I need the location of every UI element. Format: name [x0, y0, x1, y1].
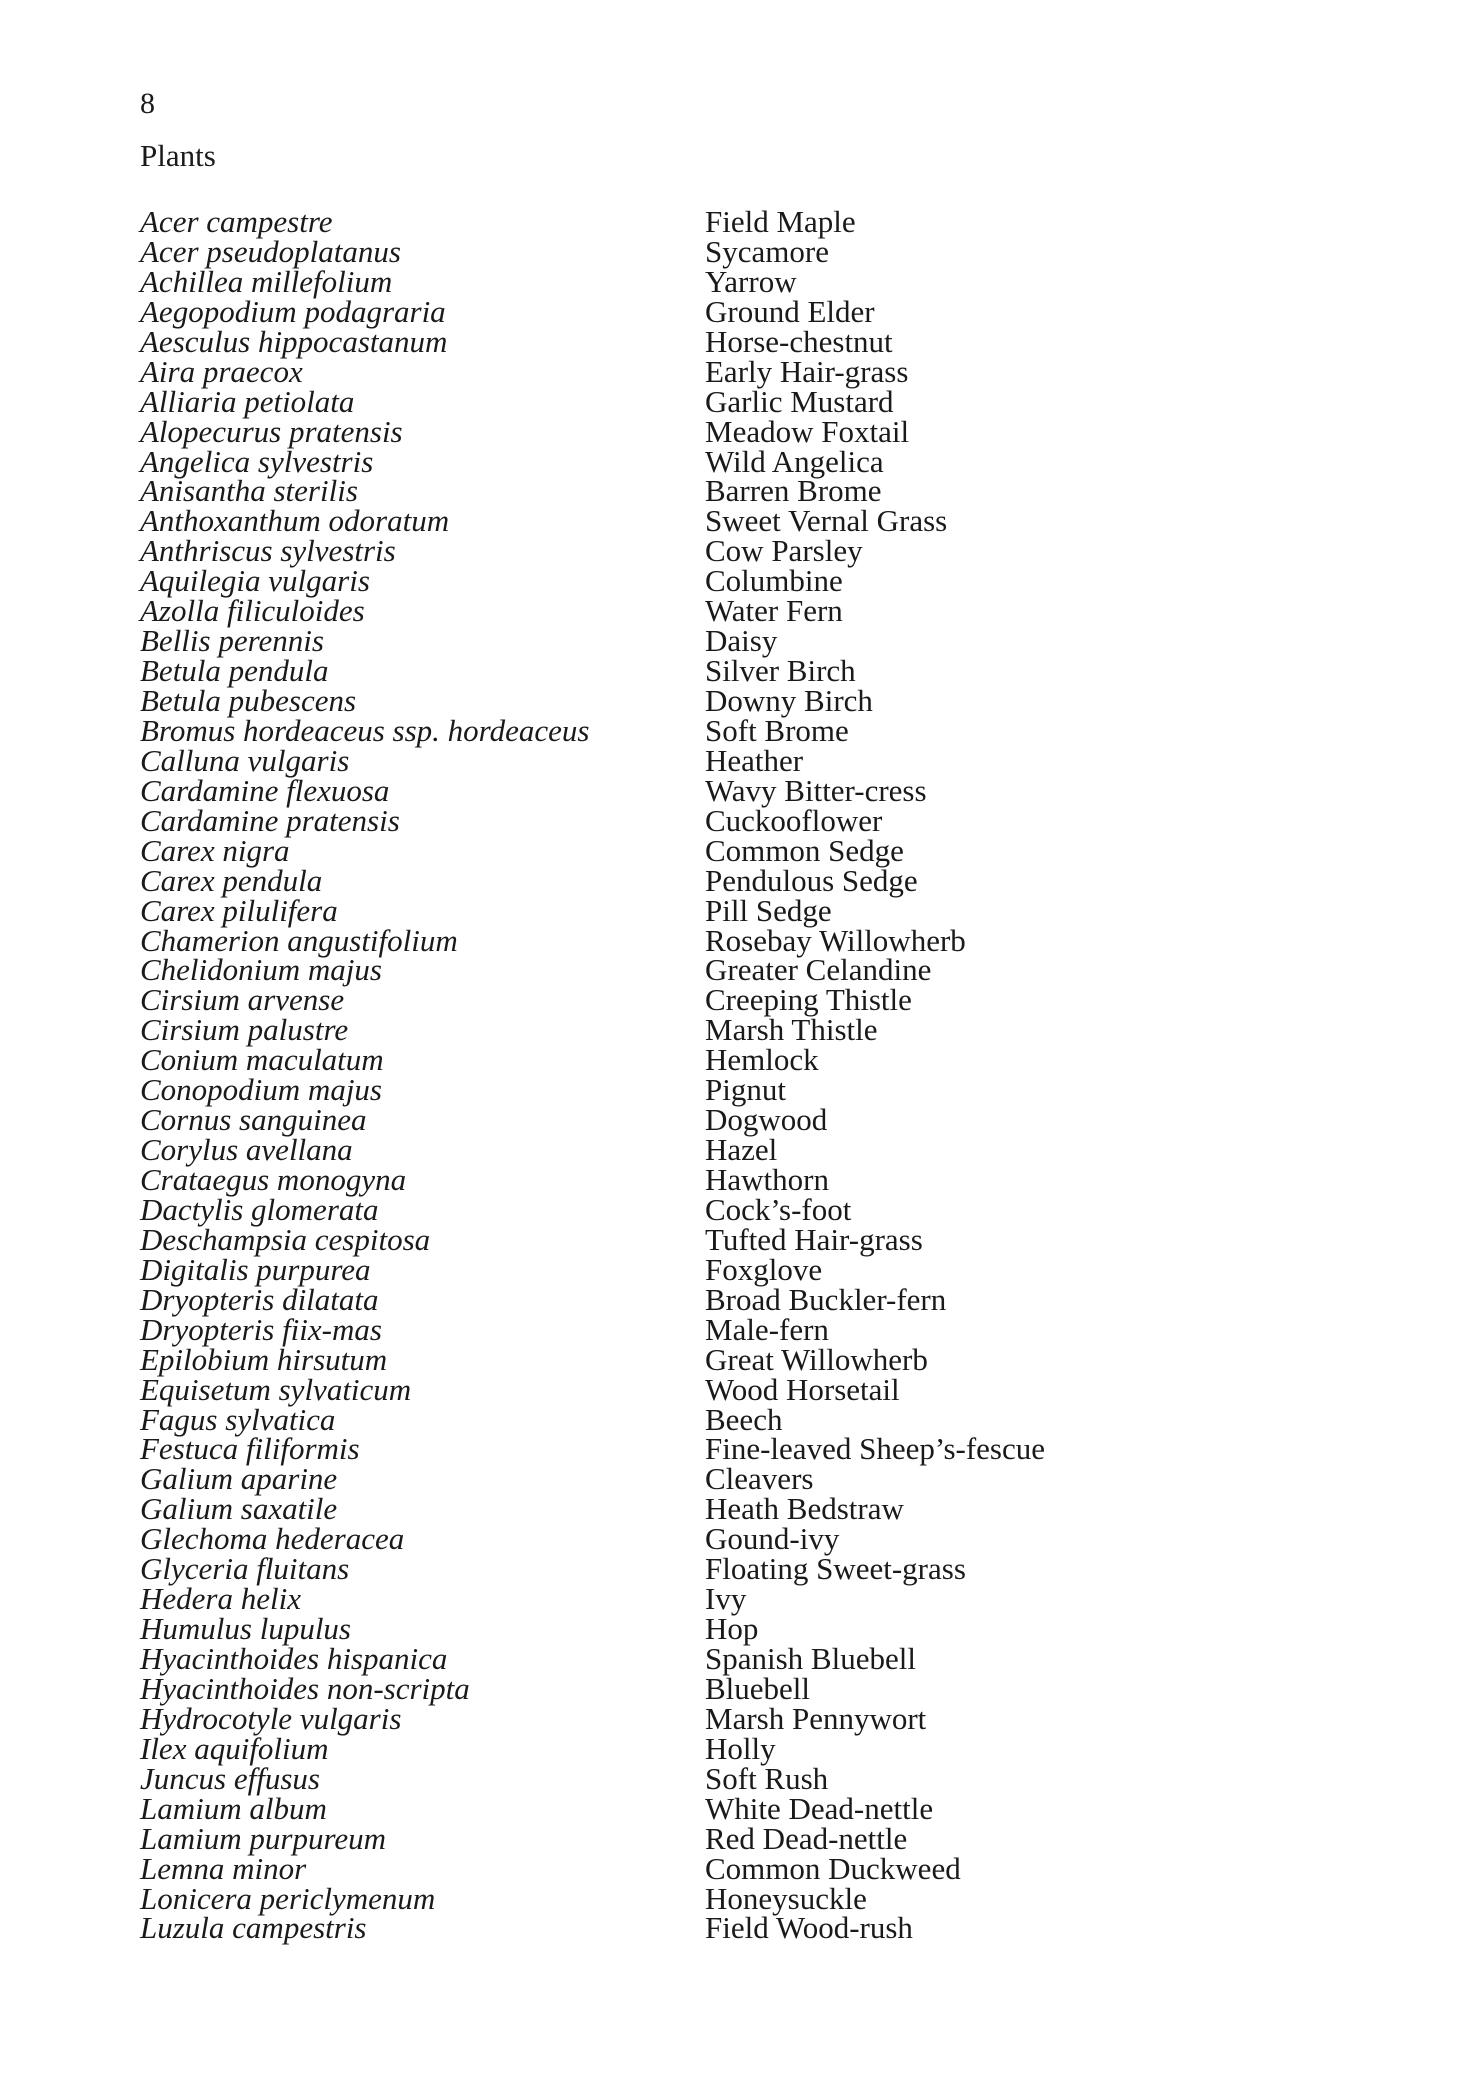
- species-row: [140, 1012, 1340, 1048]
- common-name: Field Maple: [705, 204, 856, 239]
- latin-name: Humulus lupulus: [140, 1611, 351, 1647]
- common-name: Cleavers: [705, 1461, 814, 1497]
- common-name: Silver Birch: [705, 653, 856, 689]
- species-row: [140, 952, 1340, 988]
- latin-name: Betula pubescens: [140, 683, 357, 718]
- species-row: [140, 1491, 1340, 1527]
- species-row: [140, 533, 1340, 569]
- species-row: [140, 593, 1340, 629]
- species-row: [140, 383, 1340, 419]
- latin-name: Angelica sylvestris: [140, 443, 374, 479]
- latin-name: Cornus sanguinea: [140, 1102, 367, 1138]
- latin-name: Digitalis purpurea: [140, 1251, 371, 1287]
- species-row: [140, 233, 1340, 269]
- common-name: Horse-chestnut: [705, 323, 893, 359]
- latin-name: Festuca filiformis: [140, 1431, 360, 1467]
- latin-name: Galium aparine: [140, 1461, 338, 1497]
- species-row: [140, 1042, 1340, 1078]
- latin-name: Epilobium hirsutum: [140, 1341, 388, 1377]
- common-name: Ground Elder: [705, 293, 875, 329]
- latin-name: Cirsium palustre: [140, 1012, 349, 1048]
- latin-name: Lonicera periclymenum: [140, 1880, 436, 1916]
- species-row: [140, 982, 1340, 1018]
- latin-name: Calluna vulgaris: [140, 742, 350, 778]
- common-name: Great Willowherb: [705, 1341, 928, 1377]
- common-name: Wavy Bitter-cress: [705, 772, 927, 808]
- common-name: Rosebay Willowherb: [705, 922, 966, 958]
- species-row: [140, 772, 1340, 808]
- common-name: Daisy: [705, 623, 778, 659]
- species-row: [140, 1371, 1340, 1407]
- common-name: Heather: [705, 742, 804, 778]
- species-row: [140, 1162, 1340, 1197]
- latin-name: Dactylis glomerata: [140, 1191, 379, 1227]
- common-name: Water Fern: [705, 593, 843, 629]
- latin-name: Glechoma hederacea: [140, 1521, 405, 1557]
- common-name: Fine-leaved Sheep’s-fescue: [705, 1431, 1046, 1467]
- common-name: Red Dead-nettle: [705, 1820, 908, 1856]
- latin-name: Achillea millefolium: [140, 263, 393, 299]
- latin-name: Aquilegia vulgaris: [140, 563, 370, 599]
- species-row: [140, 1730, 1340, 1766]
- latin-name: Betula pendula: [140, 653, 329, 689]
- common-name: Hawthorn: [705, 1162, 829, 1197]
- latin-name: Azolla filiculoides: [140, 593, 365, 629]
- common-name: Wood Horsetail: [705, 1371, 900, 1407]
- species-row: [140, 683, 1340, 718]
- common-name: Cock’s-foot: [705, 1191, 852, 1227]
- common-name: Marsh Thistle: [705, 1012, 878, 1048]
- latin-name: Lemna minor: [140, 1850, 307, 1886]
- latin-name: Carex nigra: [140, 832, 290, 868]
- latin-name: Alliaria petiolata: [140, 383, 355, 419]
- common-name: Early Hair-grass: [705, 353, 909, 389]
- species-row: [140, 1551, 1340, 1587]
- species-row: [140, 1311, 1340, 1347]
- species-row: [140, 1102, 1340, 1138]
- common-name: Spanish Bluebell: [705, 1641, 916, 1676]
- common-name: Soft Rush: [705, 1760, 829, 1796]
- common-name: Hazel: [705, 1132, 778, 1168]
- latin-name: Aesculus hippocastanum: [140, 323, 448, 359]
- species-row: [140, 1850, 1340, 1886]
- species-row: [140, 712, 1340, 748]
- species-row: [140, 1431, 1340, 1467]
- common-name: Ivy: [705, 1581, 747, 1617]
- species-row: [140, 1700, 1340, 1736]
- latin-name: Deschampsia cespitosa: [140, 1221, 431, 1257]
- common-name: Cow Parsley: [705, 533, 863, 569]
- species-row: [140, 443, 1340, 479]
- common-name: Wild Angelica: [705, 443, 884, 479]
- common-name: Columbine: [705, 563, 843, 599]
- latin-name: Juncus effusus: [140, 1760, 320, 1796]
- species-row: [140, 653, 1340, 689]
- common-name: Downy Birch: [705, 683, 873, 718]
- common-name: Hop: [705, 1611, 759, 1647]
- species-row: [140, 1461, 1340, 1497]
- latin-name: Corylus avellana: [140, 1132, 353, 1168]
- species-row: [140, 802, 1340, 838]
- species-row: [140, 1521, 1340, 1557]
- latin-name: Bellis perennis: [140, 623, 324, 659]
- common-name: Pendulous Sedge: [705, 862, 918, 898]
- species-list: [140, 204, 1340, 1946]
- common-name: Sweet Vernal Grass: [705, 503, 948, 539]
- latin-name: Alopecurus pratensis: [140, 413, 403, 449]
- common-name: Meadow Foxtail: [705, 413, 910, 449]
- common-name: Beech: [705, 1401, 783, 1437]
- latin-name: Lamium purpureum: [140, 1820, 387, 1856]
- common-name: Bluebell: [705, 1670, 811, 1706]
- common-name: White Dead-nettle: [705, 1790, 934, 1826]
- common-name: Marsh Pennywort: [705, 1700, 927, 1736]
- latin-name: Cardamine pratensis: [140, 802, 400, 838]
- common-name: Floating Sweet-grass: [705, 1551, 966, 1587]
- species-row: [140, 563, 1340, 599]
- species-row: [140, 922, 1340, 958]
- common-name: Pignut: [705, 1072, 786, 1108]
- latin-name: Hyacinthoides hispanica: [140, 1641, 448, 1676]
- species-row: [140, 1820, 1340, 1856]
- latin-name: Equisetum sylvaticum: [140, 1371, 412, 1407]
- latin-name: Cardamine flexuosa: [140, 772, 390, 808]
- species-row: [140, 1611, 1340, 1647]
- latin-name: Luzula campestris: [140, 1910, 367, 1946]
- common-name: Sycamore: [705, 233, 829, 269]
- latin-name: Fagus sylvatica: [140, 1401, 336, 1437]
- latin-name: Anisantha sterilis: [140, 473, 358, 509]
- species-row: [140, 1281, 1340, 1317]
- species-row: [140, 204, 1340, 239]
- latin-name: Acer campestre: [140, 204, 333, 239]
- common-name: Pill Sedge: [705, 892, 832, 928]
- latin-name: Aira praecox: [140, 353, 303, 389]
- species-row: [140, 1910, 1340, 1946]
- species-row: [140, 832, 1340, 868]
- latin-name: Galium saxatile: [140, 1491, 338, 1527]
- latin-name: Cirsium arvense: [140, 982, 345, 1018]
- species-row: [140, 1401, 1340, 1437]
- latin-name: Chamerion angustifolium: [140, 922, 458, 958]
- species-row: [140, 1581, 1340, 1617]
- latin-name: Aegopodium podagraria: [140, 293, 446, 329]
- common-name: Cuckooflower: [705, 802, 883, 838]
- latin-name: Ilex aquifolium: [140, 1730, 329, 1766]
- latin-name: Anthoxanthum odoratum: [140, 503, 450, 539]
- species-row: [140, 323, 1340, 359]
- latin-name: Dryopteris fiix-mas: [140, 1311, 382, 1347]
- species-row: [140, 623, 1340, 659]
- latin-name: Hedera helix: [140, 1581, 301, 1617]
- common-name: Heath Bedstraw: [705, 1491, 904, 1527]
- latin-name: Chelidonium majus: [140, 952, 382, 988]
- species-row: [140, 1191, 1340, 1227]
- common-name: Foxglove: [705, 1251, 823, 1287]
- species-row: [140, 862, 1340, 898]
- species-row: [140, 1132, 1340, 1168]
- latin-name: Carex pilulifera: [140, 892, 338, 928]
- latin-name: Carex pendula: [140, 862, 323, 898]
- latin-name: Dryopteris dilatata: [140, 1281, 379, 1317]
- section-title: Plants: [140, 138, 216, 173]
- latin-name: Lamium album: [140, 1790, 327, 1826]
- latin-name: Glyceria fluitans: [140, 1551, 350, 1587]
- common-name: Yarrow: [705, 263, 797, 299]
- common-name: Hemlock: [705, 1042, 819, 1078]
- species-row: [140, 1760, 1340, 1796]
- latin-name: Hydrocotyle vulgaris: [140, 1700, 402, 1736]
- species-row: [140, 1221, 1340, 1257]
- species-row: [140, 742, 1340, 778]
- species-row: [140, 1641, 1340, 1676]
- latin-name: Hyacinthoides non-scripta: [140, 1670, 470, 1706]
- common-name: Common Sedge: [705, 832, 904, 868]
- species-row: [140, 413, 1340, 449]
- common-name: Soft Brome: [705, 712, 849, 748]
- latin-name: Acer pseudoplatanus: [140, 233, 401, 269]
- species-row: [140, 473, 1340, 509]
- common-name: Male-fern: [705, 1311, 829, 1347]
- species-row: [140, 263, 1340, 299]
- common-name: Honeysuckle: [705, 1880, 867, 1916]
- species-row: [140, 1072, 1340, 1108]
- common-name: Creeping Thistle: [705, 982, 912, 1018]
- common-name: Greater Celandine: [705, 952, 932, 988]
- page-number: 8: [140, 87, 155, 120]
- latin-name: Bromus hordeaceus ssp. hordeaceus: [140, 712, 590, 748]
- common-name: Field Wood-rush: [705, 1910, 913, 1946]
- common-name: Holly: [705, 1730, 776, 1766]
- latin-name: Conium maculatum: [140, 1042, 384, 1078]
- latin-name: Crataegus monogyna: [140, 1162, 407, 1197]
- species-row: [140, 353, 1340, 389]
- species-row: [140, 1670, 1340, 1706]
- latin-name: Anthriscus sylvestris: [140, 533, 396, 569]
- common-name: Tufted Hair-grass: [705, 1221, 923, 1257]
- common-name: Broad Buckler-fern: [705, 1281, 947, 1317]
- species-row: [140, 892, 1340, 928]
- species-row: [140, 293, 1340, 329]
- species-row: [140, 503, 1340, 539]
- latin-name: Conopodium majus: [140, 1072, 382, 1108]
- common-name: Dogwood: [705, 1102, 828, 1138]
- common-name: Common Duckweed: [705, 1850, 961, 1886]
- species-row: [140, 1790, 1340, 1826]
- species-row: [140, 1880, 1340, 1916]
- common-name: Barren Brome: [705, 473, 882, 509]
- common-name: Garlic Mustard: [705, 383, 894, 419]
- species-row: [140, 1341, 1340, 1377]
- species-row: [140, 1251, 1340, 1287]
- common-name: Gound-ivy: [705, 1521, 840, 1557]
